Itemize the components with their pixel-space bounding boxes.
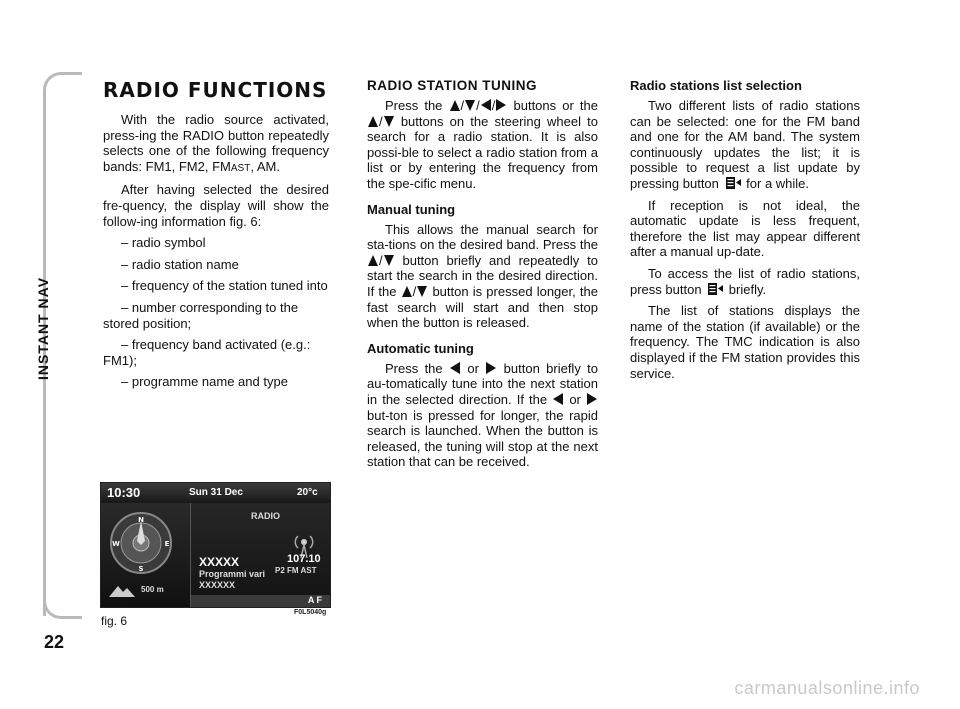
figure-caption: fig. 6 <box>101 614 128 628</box>
column-stations-list <box>630 78 860 387</box>
arrow-up-icon <box>368 116 378 127</box>
heading-automatic-tuning: Automatic tuning <box>367 340 474 356</box>
heading-station-tuning: RADIO STATION TUNING <box>367 78 537 93</box>
list-item: – radio symbol <box>121 235 206 251</box>
compass-icon <box>109 511 173 575</box>
display-status-bar <box>101 483 330 503</box>
list-item: – frequency band activated (e.g.: FM1); <box>103 337 311 368</box>
list-button-icon <box>725 176 741 190</box>
page-title: RADIO FUNCTIONS <box>103 78 328 102</box>
rail-bottom-curve <box>43 596 82 619</box>
display-programme: Programmi vari <box>199 569 266 579</box>
watermark: carmanualsonline.info <box>734 678 920 698</box>
compass-s: S <box>138 565 144 573</box>
arrow-up-icon <box>450 100 460 111</box>
display-radio-panel <box>191 503 330 595</box>
display-nav-panel <box>101 503 191 607</box>
arrow-down-icon <box>384 116 394 127</box>
list-item: – programme name and type <box>121 374 288 390</box>
arrow-down-icon <box>465 100 475 111</box>
paragraph-lists: Two different lists of radio stations can be selected: one for the FM band and one for the AM band. The system continuously updates the list; it is possible to request a list update by pressing button for a while. <box>630 98 860 191</box>
paragraph-manual-tuning: This allows the manual search for sta-tions on the desired band. Press the / button briefly and repeatedly to start the search in the desired direction. If the / button is pressed longer, the fast search will start and then stop when the button is released. <box>367 221 598 331</box>
arrow-up-icon <box>402 286 412 297</box>
paragraph-access-list: To access the list of radio stations, press button briefly. <box>630 265 860 297</box>
column-station-tuning <box>367 78 598 476</box>
paragraph-reception: If reception is not ideal, the automatic update is less frequent, therefore the list may appear different after a manual up-date. <box>630 197 860 260</box>
compass-w: W <box>112 540 120 548</box>
list-item: – radio station name <box>121 256 239 272</box>
display-station: XXXXX <box>199 555 240 569</box>
display-temperature: 20°c <box>297 487 318 498</box>
paragraph-tuning-intro: Press the / / / buttons or the / buttons on the steering wheel to search for a radio station. It is also possi-ble to select a radio station from a list or by entering the frequency from the spe-cific menu. <box>367 98 598 191</box>
compass-e: E <box>164 540 170 548</box>
paragraph-automatic-tuning: Press the or button briefly to au-tomatically tune into the next station in the selected direction. If the or but-ton is pressed for longer, the rapid search is launched. When the button is released, the tuning will stop at the next station that can be received. <box>367 360 599 470</box>
arrow-right-icon <box>486 362 496 374</box>
display-station-name: XXXXXX <box>199 580 236 590</box>
arrow-up-icon <box>368 255 378 266</box>
display-mode: RADIO <box>251 511 280 521</box>
arrow-left-icon <box>450 362 460 374</box>
radio-display-figure <box>100 482 331 608</box>
list-item: – frequency of the station tuned into <box>121 278 328 294</box>
paragraph-display-info: After having selected the desired fre-quency, the display will show the follow-ing information fig. 6: <box>103 182 329 229</box>
display-time: 10:30 <box>107 485 141 500</box>
heading-stations-list: Radio stations list selection <box>630 78 802 93</box>
arrow-left-icon <box>553 393 563 405</box>
arrow-down-icon <box>384 255 394 266</box>
mountain-icon <box>109 583 135 597</box>
page-number: 22 <box>44 632 65 652</box>
display-band: P2 FM AST <box>275 566 317 575</box>
list-button-icon <box>707 282 723 296</box>
rail-top-curve <box>43 72 82 95</box>
arrow-right-icon <box>587 393 597 405</box>
display-frequency: 107.10 <box>287 553 321 565</box>
figure-code: F0L5040g <box>294 609 327 616</box>
display-af: A F <box>307 595 322 605</box>
paragraph-bands: With the radio source activated, press-ing the RADIO button repeatedly selects one of the following frequency bands: FM1, FM2, FMAST, AM. <box>103 112 329 174</box>
display-bottom-bar <box>191 595 330 607</box>
heading-manual-tuning: Manual tuning <box>367 201 456 217</box>
arrow-down-icon <box>417 286 427 297</box>
display-scale: 500 m <box>141 585 164 594</box>
compass-n: N <box>138 516 144 524</box>
list-item: – number corresponding to the stored position; <box>103 299 299 331</box>
arrow-left-icon <box>481 99 491 111</box>
paragraph-tmc: The list of stations displays the name of the station (if available) or the frequency. The TMC indication is also displayed if the FM station provides this service. <box>630 303 860 381</box>
column-radio-functions <box>103 78 329 396</box>
section-label: INSTANT NAV <box>35 276 51 380</box>
display-date: Sun 31 Dec <box>189 487 243 498</box>
arrow-right-icon <box>496 99 506 111</box>
